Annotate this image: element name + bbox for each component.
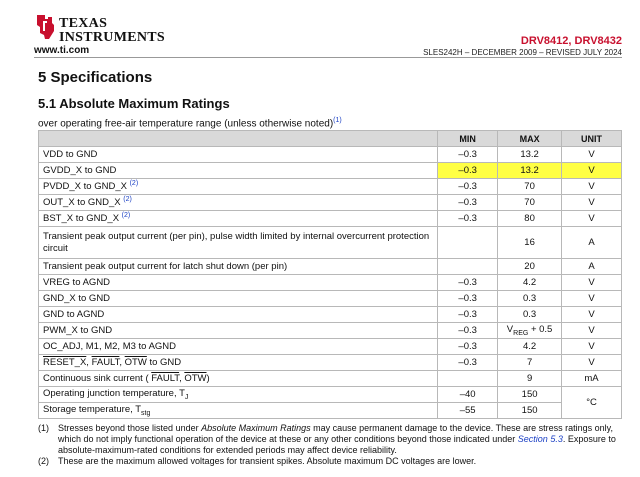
row-unit: V (562, 291, 622, 307)
row-unit: A (562, 227, 622, 259)
row-min: –55 (438, 403, 498, 419)
footnote-text: may cause permanent damage to the device. These are stress ratings only, which do not imply functional operation of the device at these or any other conditions beyond those indicated under (58, 423, 613, 444)
header-param (39, 131, 438, 147)
row-param: Storage temperature, T (43, 404, 142, 416)
row-unit: V (562, 195, 622, 211)
site-url-link[interactable]: www.ti.com (34, 45, 90, 56)
row-max: 80 (498, 211, 562, 227)
param-tail: ) (206, 373, 210, 384)
table-row (39, 147, 622, 163)
row-param: Operating junction temperature, T (43, 388, 185, 400)
table-row (39, 323, 622, 339)
row-param: Transient peak output current (per pin), pulse width limited by internal overcurrent protection circuit (39, 227, 438, 259)
footnote-2 (38, 456, 628, 467)
row-param-cell (39, 371, 438, 387)
row-min (438, 371, 498, 387)
row-max: 16 (498, 227, 562, 259)
param-fault: FAULT (91, 357, 120, 368)
row-param: PVDD_X to GND_X (43, 181, 127, 193)
table-row (39, 179, 622, 195)
row-min: –0.3 (438, 179, 498, 195)
row-param-cell (39, 387, 438, 403)
row-param: VREG to AGND (39, 275, 438, 291)
row-param: GND_X to GND (39, 291, 438, 307)
row-max-cell (498, 323, 562, 339)
footnote-italic: Absolute Maximum Ratings (201, 423, 311, 433)
row-max: 4.2 (498, 275, 562, 291)
param-fault: FAULT (151, 373, 180, 384)
row-param: OC_ADJ, M1, M2, M3 to AGND (39, 339, 438, 355)
row-unit: V (562, 275, 622, 291)
section-link[interactable]: Section 5.3 (517, 434, 563, 444)
table-header-row (39, 131, 622, 147)
row-max: 70 (498, 179, 562, 195)
row-min: –0.3 (438, 147, 498, 163)
row-unit: V (562, 211, 622, 227)
table-row (39, 403, 622, 419)
table-row (39, 371, 622, 387)
row-unit-merged: °C (562, 387, 622, 419)
table-row (39, 339, 622, 355)
ti-logo[interactable] (34, 13, 174, 47)
row-max: 4.2 (498, 339, 562, 355)
footnotes (38, 423, 628, 467)
param-sep: , (86, 357, 92, 368)
param-sep: , (119, 357, 125, 368)
row-max: 150 (498, 403, 562, 419)
row-unit: V (562, 355, 622, 371)
footnote-num: (1) (38, 423, 49, 433)
row-param: Transient peak output current for latch shut down (per pin) (39, 259, 438, 275)
row-min (438, 227, 498, 259)
logo-text-instruments: INSTRUMENTS (59, 30, 165, 45)
row-param: GVDD_X to GND (39, 163, 438, 179)
param-subscript: J (184, 393, 189, 401)
max-subscript: REG (513, 329, 529, 337)
footnote-ref-2[interactable]: (2) (129, 180, 139, 188)
row-min (438, 259, 498, 275)
page-header (0, 0, 640, 60)
param-subscript: stg (141, 409, 151, 417)
row-max-highlighted: 13.2 (498, 163, 562, 179)
row-param-cell (39, 355, 438, 371)
param-otw: $\overline{OTW}$ (124, 357, 147, 368)
row-min: –0.3 (438, 307, 498, 323)
table-row (39, 227, 622, 259)
absolute-max-ratings-table (38, 130, 622, 419)
table-row (39, 259, 622, 275)
row-param: GND to AGND (39, 307, 438, 323)
row-param-cell (39, 403, 438, 419)
row-min: –0.3 (438, 211, 498, 227)
subsection-title: 5.1 Absolute Maximum Ratings (38, 96, 230, 111)
section-title: 5 Specifications (38, 69, 153, 86)
row-unit: V (562, 307, 622, 323)
row-param: VDD to GND (39, 147, 438, 163)
row-max: 150 (498, 387, 562, 403)
row-param-cell (39, 195, 438, 211)
table-row (39, 275, 622, 291)
row-unit: V (562, 147, 622, 163)
footnote-ref-2[interactable]: (2) (123, 196, 132, 204)
condition-label: over operating free-air temperature range (unless otherwise noted) (38, 118, 334, 130)
row-unit: V (562, 323, 622, 339)
param-sep: , (179, 373, 185, 384)
row-max: 0.3 (498, 291, 562, 307)
row-min: –0.3 (438, 339, 498, 355)
row-max: 13.2 (498, 147, 562, 163)
row-max: 20 (498, 259, 562, 275)
row-min: –0.3 (438, 195, 498, 211)
row-min: –0.3 (438, 355, 498, 371)
row-max: 0.3 (498, 307, 562, 323)
footnote-text: These are the maximum allowed voltages for transient spikes. Absolute maximum DC voltages are lower. (58, 456, 477, 466)
footnote-text: Stresses beyond those listed under (58, 423, 202, 433)
row-max: 7 (498, 355, 562, 371)
header-unit: UNIT (562, 131, 622, 147)
footnote-text: . Exposure to absolute-maximum-rated conditions for extended periods may affect device reliability. (58, 434, 616, 455)
condition-text (38, 117, 342, 129)
row-param: BST_X to GND_X (43, 213, 120, 225)
row-unit: V (562, 179, 622, 195)
table-row (39, 355, 622, 371)
row-param: PWM_X to GND (39, 323, 438, 339)
row-param-cell (39, 211, 438, 227)
param-otw: $\overline{OTW}$ (184, 373, 207, 384)
product-title[interactable]: DRV8412, DRV8432 (520, 35, 622, 47)
header-rule (34, 57, 622, 58)
row-min: –40 (438, 387, 498, 403)
table-row (39, 387, 622, 403)
header-max: MAX (498, 131, 562, 147)
row-max: 9 (498, 371, 562, 387)
logo-text-texas: TEXAS (59, 16, 108, 31)
table-row (39, 291, 622, 307)
footnote-ref-2[interactable]: (2) (121, 212, 131, 220)
param-tail: to GND (146, 357, 182, 368)
max-suffix: + 0.5 (528, 324, 553, 336)
row-param: OUT_X to GND_X (43, 197, 121, 209)
ti-logo-icon (34, 13, 56, 41)
table-row (39, 211, 622, 227)
header-min: MIN (438, 131, 498, 147)
row-param-cell (39, 179, 438, 195)
param-head: Continuous sink current ( (43, 373, 152, 384)
table-row (39, 195, 622, 211)
row-unit: mA (562, 371, 622, 387)
row-unit: V (562, 339, 622, 355)
doc-id: SLES242H – DECEMBER 2009 – REVISED JULY 2024 (423, 48, 622, 57)
row-max: 70 (498, 195, 562, 211)
footnote-1 (38, 423, 628, 456)
row-min: –0.3 (438, 323, 498, 339)
table-row (39, 163, 622, 179)
row-min: –0.3 (438, 291, 498, 307)
max-prefix: V (506, 324, 514, 336)
table-row (39, 307, 622, 323)
row-min-highlighted: –0.3 (438, 163, 498, 179)
row-min: –0.3 (438, 275, 498, 291)
row-unit: A (562, 259, 622, 275)
footnote-ref-1[interactable]: (1) (333, 117, 342, 124)
row-unit-highlighted: V (562, 163, 622, 179)
footnote-num: (2) (38, 456, 49, 466)
param-reset: RESET_X (43, 357, 87, 368)
